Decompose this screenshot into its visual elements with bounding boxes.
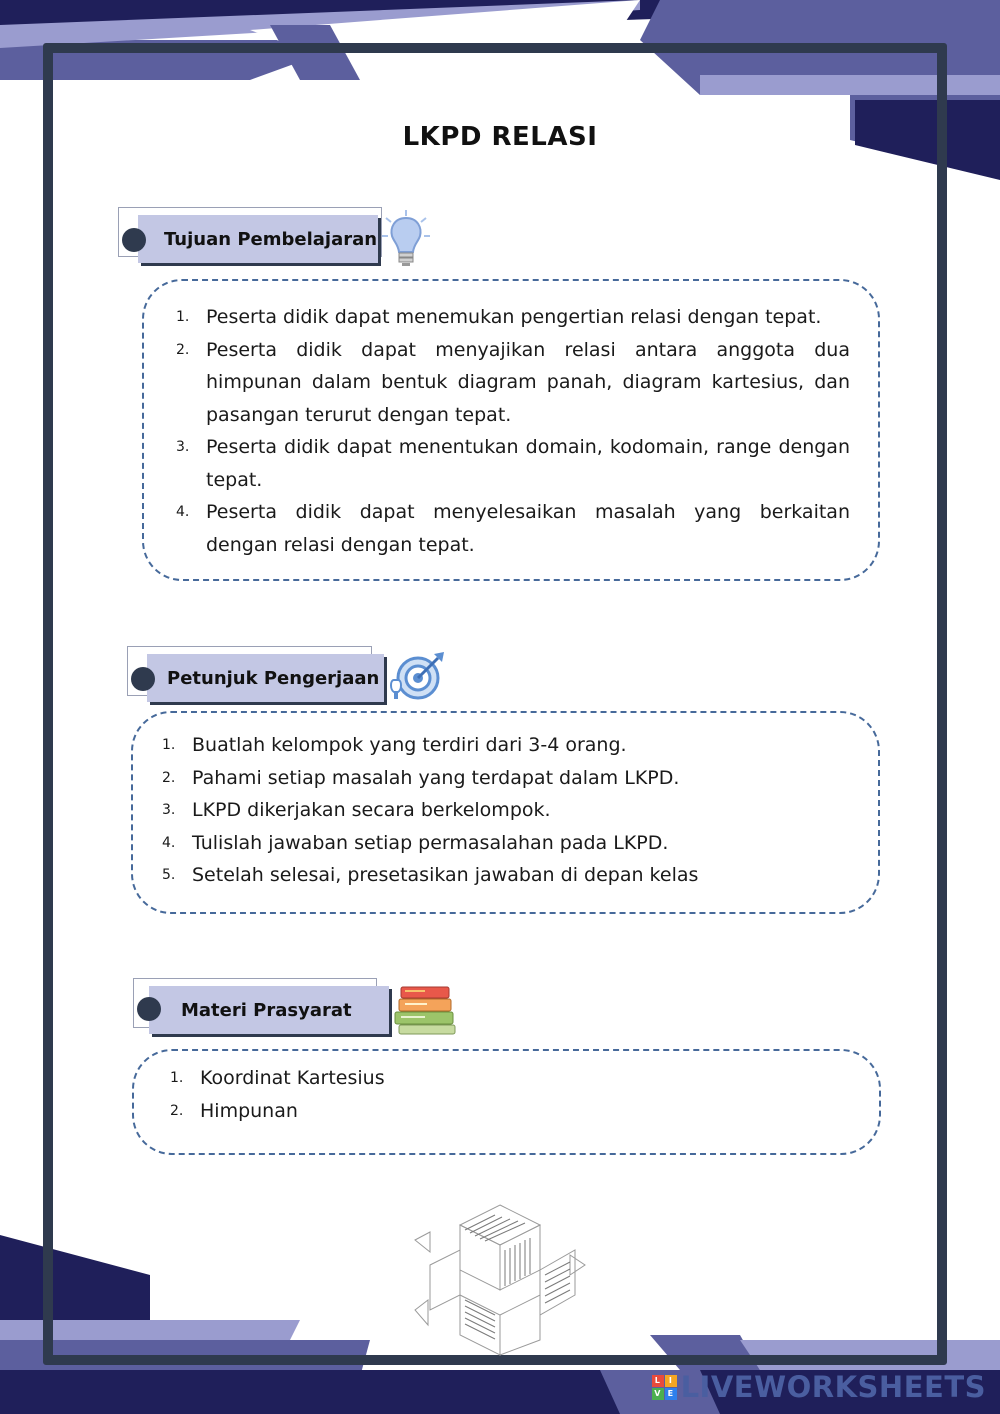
list-item: 2. Peserta didik dapat menyajikan relasi antara anggota dua himpunan dalam bentuk diagram panah, diagram kartesius, dan pasangan terurut dengan tepat. [176, 338, 850, 426]
list-item: 2. Himpunan [170, 1099, 298, 1122]
materi-label: Materi Prasyarat [149, 986, 389, 1034]
bullet-dot [122, 228, 146, 252]
page-title: LKPD RELASI [402, 122, 598, 152]
list-item: 1. Peserta didik dapat menemukan pengertian relasi dengan tepat. [176, 306, 822, 328]
tujuan-header [118, 207, 383, 267]
list-item: 4. Tulislah jawaban setiap permasalahan pada LKPD. [162, 831, 669, 854]
tujuan-box [142, 279, 880, 581]
target-idea-icon [388, 650, 446, 704]
bullet-dot [137, 997, 161, 1021]
tujuan-label: Tujuan Pembelajaran [138, 215, 378, 263]
materi-box [132, 1049, 881, 1155]
petunjuk-header [127, 646, 387, 706]
list-item: 1. Koordinat Kartesius [170, 1067, 385, 1089]
watermark-text: LIVEWORKSHEETS [680, 1370, 986, 1404]
petunjuk-box [131, 711, 880, 914]
list-item: 4. Peserta didik dapat menyelesaikan masalah yang berkaitan dengan relasi dengan tepat. [176, 501, 850, 556]
list-item: 2. Pahami setiap masalah yang terdapat dalam LKPD. [162, 766, 680, 789]
liveworksheets-watermark [652, 1370, 986, 1404]
petunjuk-label: Petunjuk Pengerjaan [147, 654, 384, 702]
liveworksheets-logo-icon: L I V E [652, 1375, 677, 1400]
list-item: 3. LKPD dikerjakan secara berkelompok. [162, 799, 551, 821]
list-item: 5. Setelah selesai, presetasikan jawaban di depan kelas [162, 864, 699, 886]
list-item: 1. Buatlah kelompok yang terdiri dari 3-4 orang. [162, 734, 627, 756]
bullet-dot [131, 667, 155, 691]
books-icon [393, 985, 459, 1035]
lightbulb-icon [380, 208, 432, 268]
materi-header [133, 978, 393, 1038]
geometric-cubes-decoration [410, 1200, 590, 1360]
list-item: 3. Peserta didik dapat menentukan domain, kodomain, range dengan tepat. [176, 436, 850, 491]
